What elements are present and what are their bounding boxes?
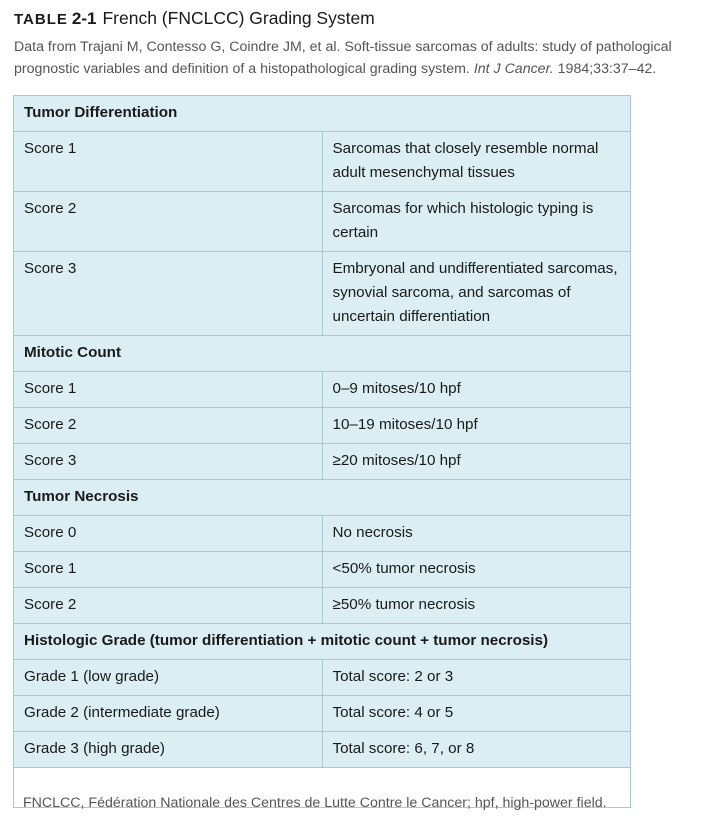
row-value: Total score: 2 or 3: [322, 660, 630, 696]
row-value: Total score: 6, 7, or 8: [322, 732, 630, 768]
source-journal: Int J Cancer.: [473, 61, 554, 77]
section-heading-row: [14, 336, 630, 372]
section-heading: Mitotic Count: [14, 336, 630, 372]
section-heading: Tumor Differentiation: [14, 96, 630, 132]
table-title: French (FNCLCC) Grading System: [102, 8, 375, 28]
row-label: Score 1: [14, 552, 322, 588]
table-row: [14, 372, 630, 408]
table-row: [14, 516, 630, 552]
table-label: TABLE: [14, 11, 68, 28]
grading-table: [14, 96, 630, 768]
source-citation-text: Data from Trajani M, Contesso G, Coindre JM, et al. Soft-tissue sarcomas of adults: study of pathological prognostic variables and definition of a histopathological grading system.: [14, 39, 672, 77]
table-row: [14, 132, 630, 192]
section-heading-row: [14, 96, 630, 132]
row-label: Score 0: [14, 516, 322, 552]
table-footnote: FNCLCC, Fédération Nationale des Centres de Lutte Contre le Cancer; hpf, high-power field.: [23, 795, 607, 811]
table-row: [14, 552, 630, 588]
row-value: ≥20 mitoses/10 hpf: [322, 444, 630, 480]
row-label: Score 2: [14, 192, 322, 252]
row-value: <50% tumor necrosis: [322, 552, 630, 588]
section-heading-row: [14, 480, 630, 516]
table-row: [14, 732, 630, 768]
table-title-line: [14, 6, 714, 32]
section-heading-row: [14, 624, 630, 660]
section-heading: Tumor Necrosis: [14, 480, 630, 516]
row-label: Score 1: [14, 372, 322, 408]
row-value: Embryonal and undifferentiated sarcomas, synovial sarcoma, and sarcomas of uncertain differentiation: [322, 252, 630, 336]
row-value: 0–9 mitoses/10 hpf: [322, 372, 630, 408]
row-label: Grade 3 (high grade): [14, 732, 322, 768]
row-label: Grade 1 (low grade): [14, 660, 322, 696]
table-row: [14, 408, 630, 444]
table-frame: [13, 95, 631, 811]
table-row: [14, 252, 630, 336]
row-value: Total score: 4 or 5: [322, 696, 630, 732]
row-label: Score 1: [14, 132, 322, 192]
row-label: Score 3: [14, 252, 322, 336]
source-citation-details: 1984;33:37–42.: [557, 61, 657, 77]
row-label: Grade 2 (intermediate grade): [14, 696, 322, 732]
section-heading: Histologic Grade (tumor differentiation + mitotic count + tumor necrosis): [14, 624, 630, 660]
source-citation: [14, 36, 714, 80]
row-value: Sarcomas that closely resemble normal adult mesenchymal tissues: [322, 132, 630, 192]
row-value: 10–19 mitoses/10 hpf: [322, 408, 630, 444]
table-header: [14, 6, 714, 80]
row-value: No necrosis: [322, 516, 630, 552]
table-row: [14, 696, 630, 732]
table-row: [14, 660, 630, 696]
row-label: Score 2: [14, 588, 322, 624]
row-label: Score 3: [14, 444, 322, 480]
table-row: [14, 588, 630, 624]
row-value: ≥50% tumor necrosis: [322, 588, 630, 624]
table-number: 2-1: [71, 9, 97, 28]
table-row: [14, 444, 630, 480]
row-value: Sarcomas for which histologic typing is certain: [322, 192, 630, 252]
table-row: [14, 192, 630, 252]
row-label: Score 2: [14, 408, 322, 444]
